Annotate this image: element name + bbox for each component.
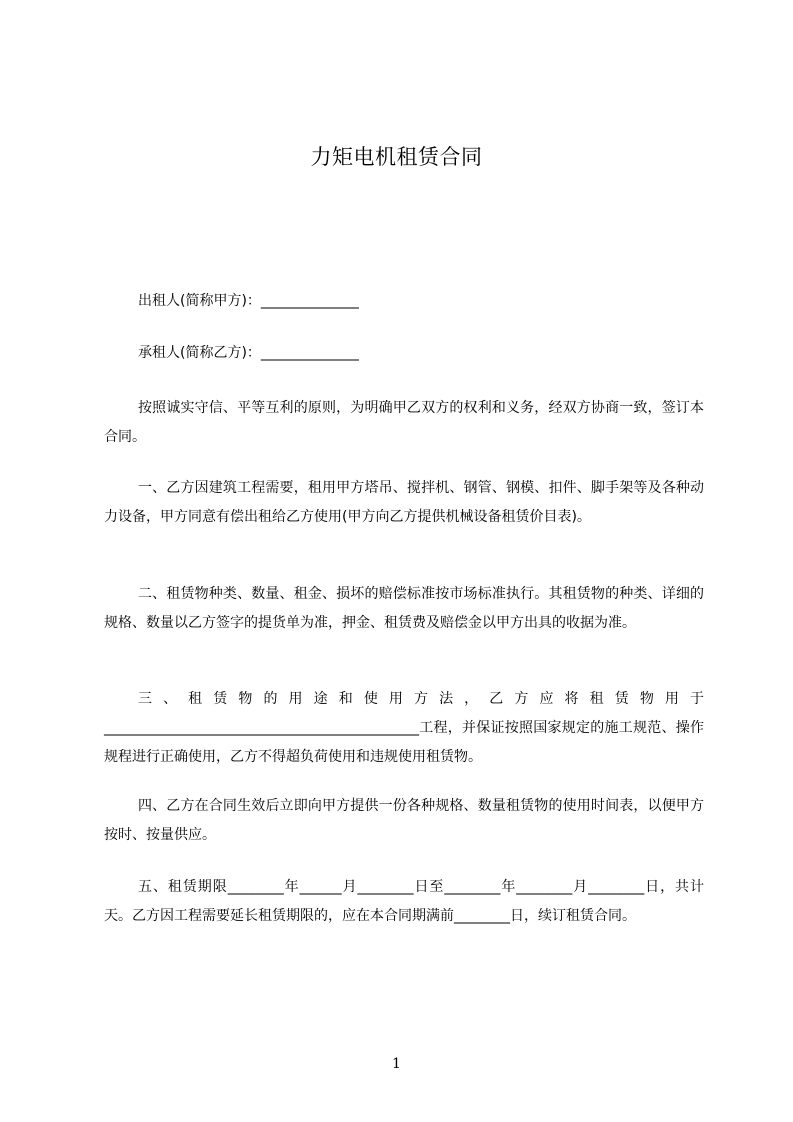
preamble-paragraph: 按照诚实守信、平等互利的原则，为明确甲乙双方的权利和义务，经双方协商一致，签订本合同。 <box>104 400 704 445</box>
document-title: 力矩电机租赁合同 <box>310 145 483 169</box>
clause-4-paragraph: 四、乙方在合同生效后立即向甲方提供一份各种规格、数量租赁物的使用时间表，以便甲方按时、按量供应。 <box>104 798 704 843</box>
lessor-line: 出租人(简称甲方)：______________ <box>138 293 359 309</box>
clause-1-paragraph: 一、乙方因建筑工程需要，租用甲方塔吊、搅拌机、钢管、钢模、扣件、脚手架等及各种动力设备，甲方同意有偿出租给乙方使用(甲方向乙方提供机械设备租赁价目表)。 <box>104 480 704 525</box>
page-number: 1 <box>392 1056 401 1072</box>
lessee-line: 承租人(简称乙方)：______________ <box>138 345 359 361</box>
clause-2-paragraph: 二、租赁物种类、数量、租金、损坏的赔偿标准按市场标准执行。其租赁物的种类、详细的规格、数量以乙方签字的提货单为准，押金、租赁费及赔偿金以甲方出具的收据为准。 <box>104 586 704 631</box>
clause-3-paragraph: 三、租赁物的用途和使用方法，乙方应将租赁物用于_____________________________________________工程，并保证按照国家规定的施工规范、操作规程进行正确使用，乙方不得超负荷使用和违规使用租赁物。 <box>104 691 704 765</box>
clause-5-paragraph: 五、租赁期限________年______月________日至________年________月________日，共计天。乙方因工程需要延长租赁期限的，应在本合同期满前________日，续订租赁合同。 <box>104 879 704 924</box>
